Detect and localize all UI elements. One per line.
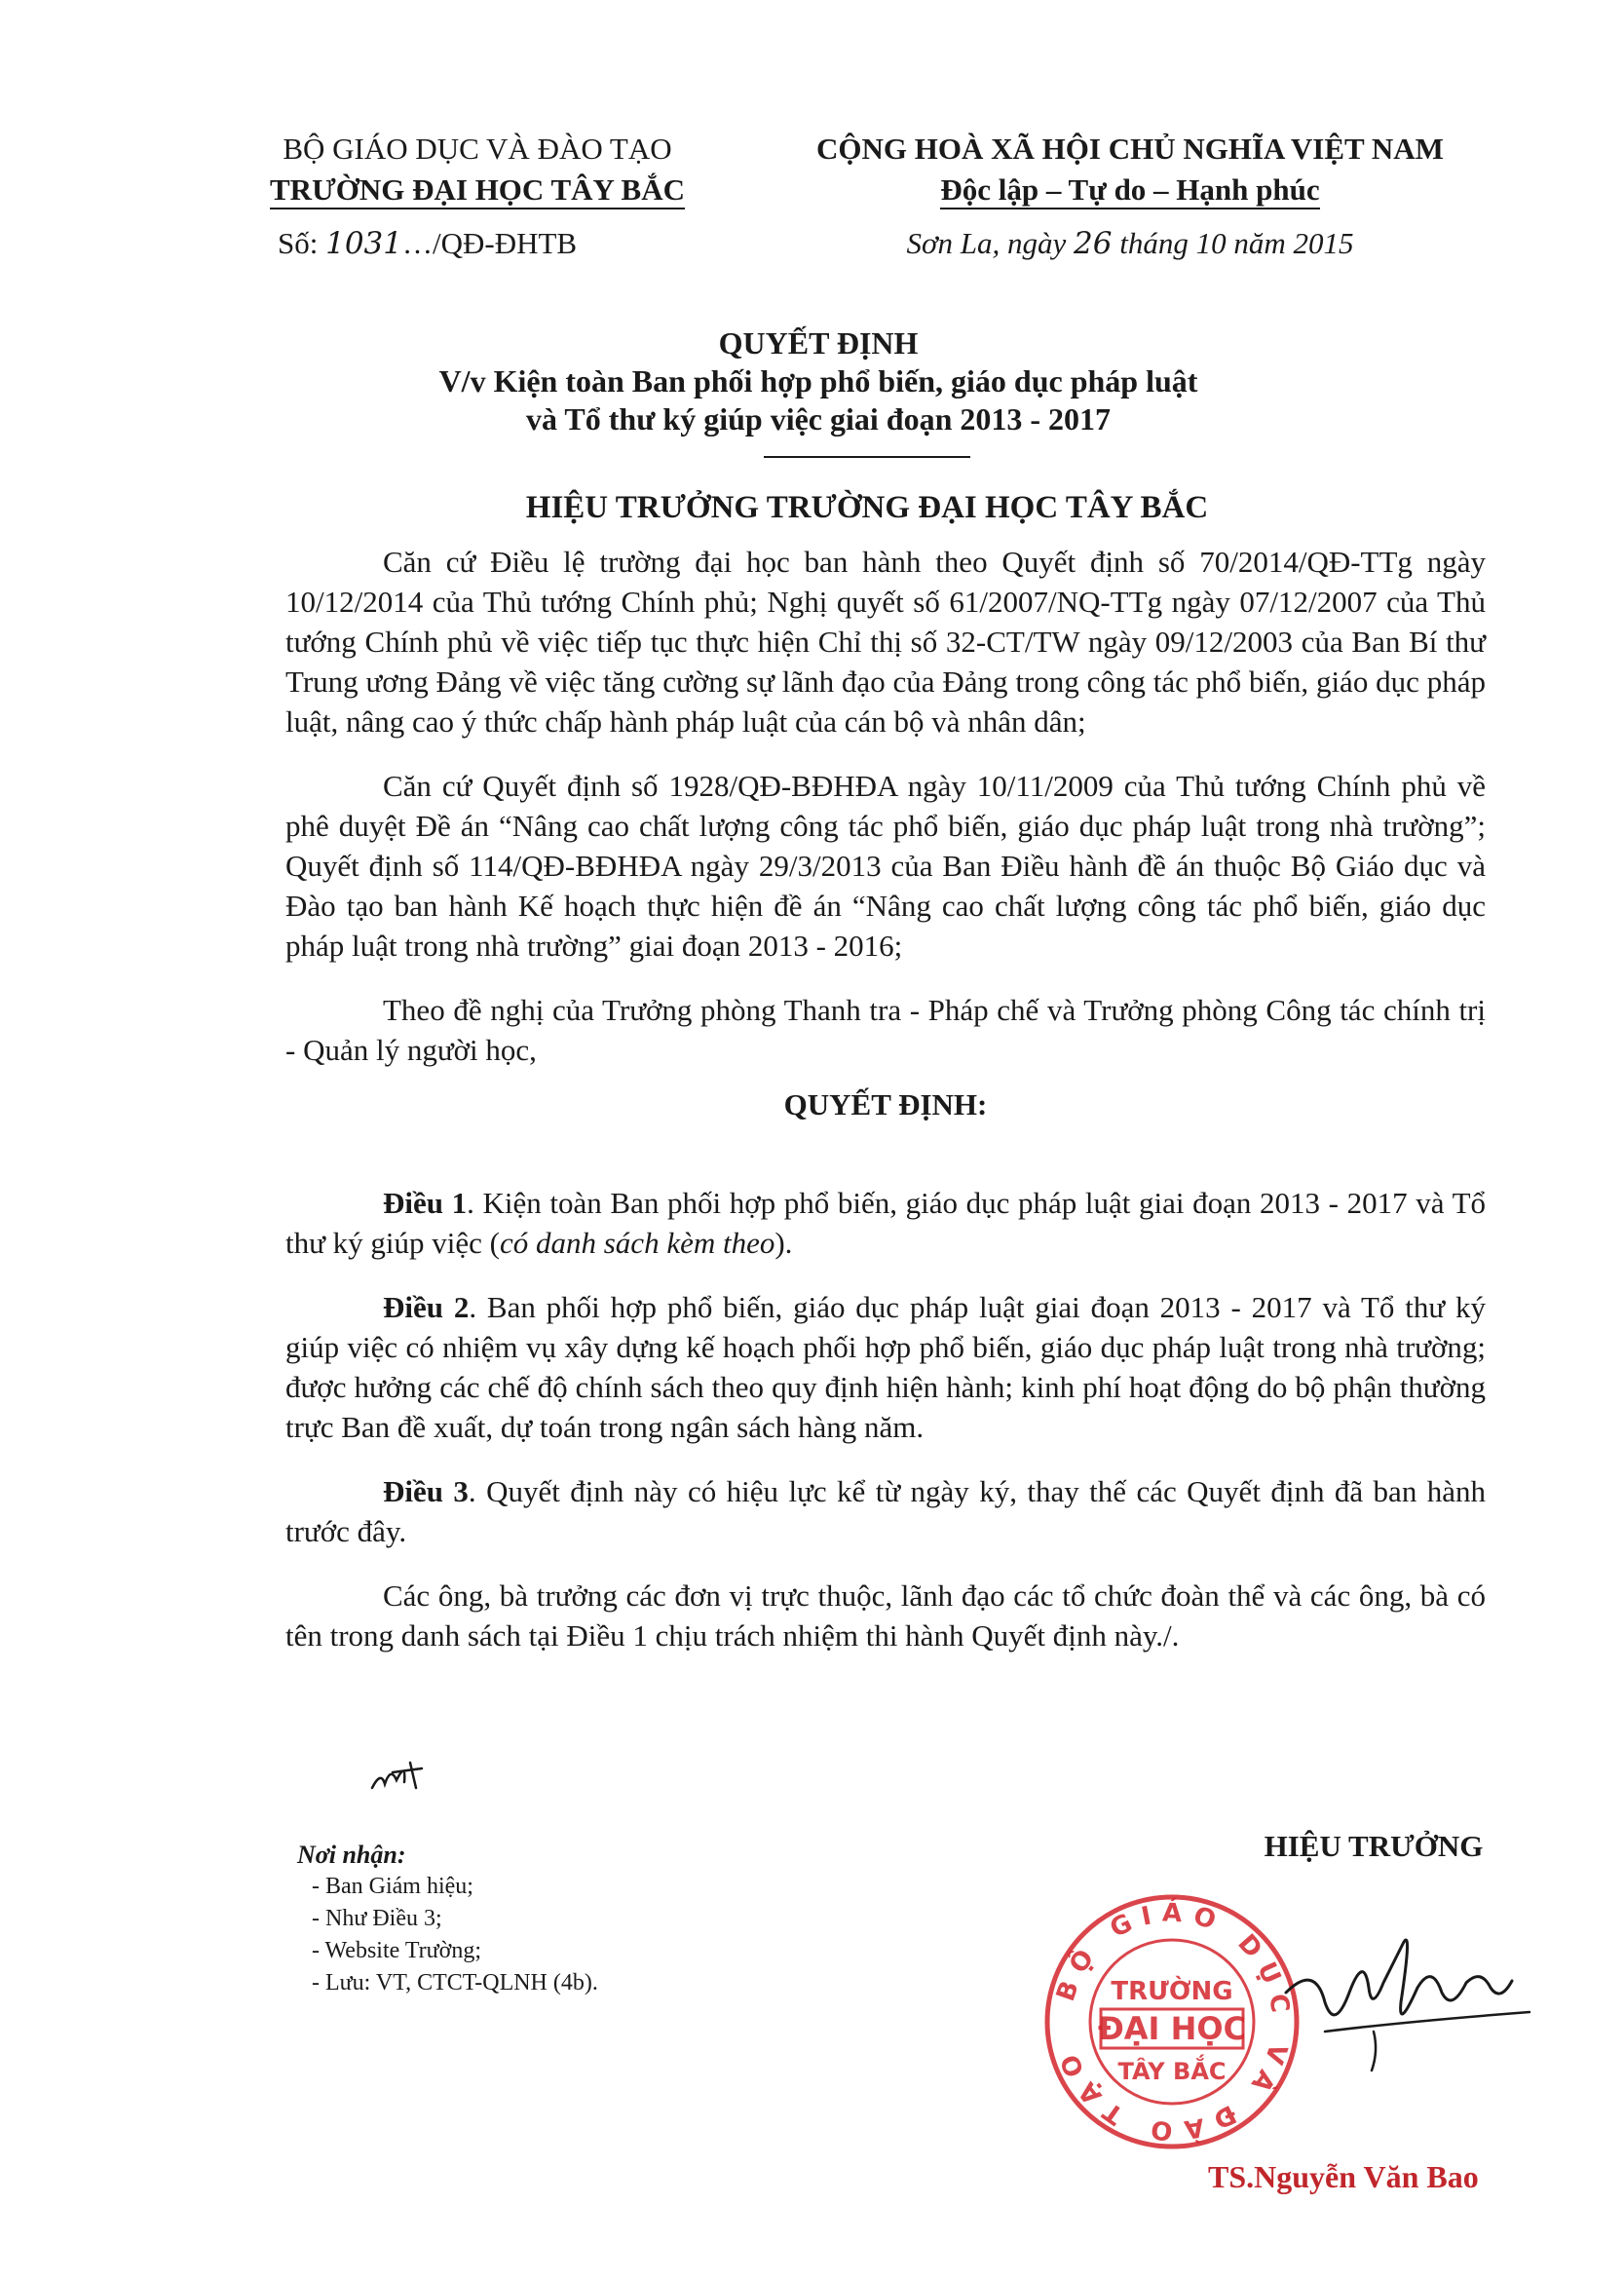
- decision-body: [285, 542, 1486, 1680]
- country-name: CỘNG HOÀ XÃ HỘI CHỦ NGHĨA VIỆT NAM: [816, 132, 1444, 166]
- article-3-label: Điều 3: [383, 1474, 469, 1508]
- seal-line-3: TÂY BẮC: [1117, 2058, 1227, 2085]
- signer-title: HIỆU TRƯỞNG: [1264, 1829, 1484, 1863]
- title-divider: [764, 456, 970, 458]
- initials-mark: [367, 1749, 445, 1798]
- date-prefix: Sơn La, ngày: [906, 226, 1075, 260]
- handwritten-signature: [1257, 1885, 1549, 2100]
- number-prefix: Số:: [278, 226, 326, 260]
- seal-line-1: TRƯỜNG: [1111, 1977, 1233, 2006]
- number-handwritten: 1031: [325, 226, 403, 261]
- date-day: 26: [1074, 226, 1113, 261]
- recipient-item: - Website Trường;: [312, 1938, 482, 1963]
- legal-basis-2: Căn cứ Quyết định số 1928/QĐ-BĐHĐA ngày 10/11/2009 của Thủ tướng Chính phủ về phê duyệt Đề án “Nâng cao chất lượng công tác phổ biến, giáo dục pháp luật trong nhà trường”; Quyết định số 114/QĐ-BĐHĐA ngày 29/3/2013 của Ban Điều hành đề án thuộc Bộ Giáo dục và Đào tạo ban hành Kế hoạch thực hiện đề án “Nâng cao chất lượng công tác phổ biến, giáo dục pháp luật trong nhà trường” giai đoạn 2013 - 2016;: [285, 769, 1486, 963]
- article-1-italic: có danh sách kèm theo: [499, 1226, 775, 1260]
- issuer-block: [248, 129, 706, 210]
- legal-basis-3: Theo đề nghị của Trưởng phòng Thanh tra - Pháp chế và Trưởng phòng Công tác chính trị - Quản lý người học,: [285, 993, 1486, 1067]
- signer-name: TS.Nguyễn Văn Bao: [1208, 2159, 1479, 2194]
- ministry-name: BỘ GIÁO DỤC VÀ ĐÀO TẠO: [283, 132, 672, 166]
- article-3: [285, 1471, 1486, 1551]
- authority-heading: HIỆU TRƯỞNG TRƯỜNG ĐẠI HỌC TÂY BẮC: [525, 490, 1209, 525]
- article-1-text: . Kiện toàn Ban phối hợp phổ biến, giáo dục pháp luật giai đoạn 2013 - 2017 và Tổ thư ký giúp việc (: [285, 1186, 1487, 1260]
- article-3-text: . Quyết định này có hiệu lực kể từ ngày ký, thay thế các Quyết định đã ban hành trước đây.: [285, 1474, 1486, 1548]
- document-number: [278, 226, 577, 261]
- recipients-title: Nơi nhận:: [297, 1841, 406, 1869]
- seal-ring-text: BỘ GIÁO DỤC VÀ ĐÀO TẠO: [1051, 1898, 1296, 2147]
- closing-clause: Các ông, bà trưởng các đơn vị trực thuộc, lãnh đạo các tổ chức đoàn thể và các ông, bà có tên trong danh sách tại Điều 1 chịu trách nhiệm thi hành Quyết định này./.: [285, 1578, 1486, 1653]
- article-1-end: ).: [774, 1226, 793, 1260]
- recipients-list: [292, 1839, 598, 1999]
- issue-date: [779, 226, 1481, 261]
- national-motto: Độc lập – Tự do – Hạnh phúc: [940, 172, 1319, 209]
- decision-heading: QUYẾT ĐỊNH: [718, 325, 919, 361]
- decide-heading: QUYẾT ĐỊNH:: [783, 1087, 988, 1121]
- article-1-label: Điều 1: [383, 1186, 468, 1220]
- seal-line-2: ĐẠI HỌC: [1097, 2010, 1247, 2047]
- recipient-item: - Như Điều 3;: [312, 1906, 442, 1931]
- legal-basis-1: Căn cứ Điều lệ trường đại học ban hành theo Quyết định số 70/2014/QĐ-TTg ngày 10/12/2014 của Thủ tướng Chính phủ; Nghị quyết số 61/2007/NQ-TTg ngày 07/12/2007 của Thủ tướng Chính phủ về việc tiếp tục thực hiện Chỉ thị số 32-CT/TW ngày 09/12/2003 của Ban Bí thư Trung ương Đảng về việc tăng cường sự lãnh đạo của Đảng trong công tác phổ biến, giáo dục pháp luật, nâng cao ý thức chấp hành pháp luật của cán bộ và nhân dân;: [285, 545, 1486, 739]
- subject-line-1: V/v Kiện toàn Ban phối hợp phổ biến, giáo dục pháp luật: [438, 363, 1198, 399]
- article-1: [285, 1183, 1486, 1263]
- number-suffix: …/QĐ-ĐHTB: [402, 226, 578, 260]
- national-header: [779, 129, 1481, 210]
- article-2: [285, 1287, 1486, 1447]
- decision-title: [283, 324, 1354, 438]
- recipient-item: - Ban Giám hiệu;: [312, 1874, 473, 1899]
- article-2-label: Điều 2: [383, 1290, 470, 1324]
- recipient-item: - Lưu: VT, CTCT-QLNH (4b).: [312, 1970, 598, 1995]
- university-name: TRƯỜNG ĐẠI HỌC TÂY BẮC: [270, 172, 685, 209]
- subject-line-2: và Tổ thư ký giúp việc giai đoạn 2013 - 2017: [525, 401, 1112, 437]
- date-suffix: tháng 10 năm 2015: [1112, 226, 1354, 260]
- article-2-text: . Ban phối hợp phổ biến, giáo dục pháp luật giai đoạn 2013 - 2017 và Tổ thư ký giúp việc có nhiệm vụ xây dựng kế hoạch phối hợp phổ biến, giáo dục pháp luật trong nhà trường; được hưởng các chế độ chính sách theo quy định hiện hành; kinh phí hoạt động do bộ phận thường trực Ban đề xuất, dự toán trong ngân sách hàng năm.: [285, 1290, 1486, 1444]
